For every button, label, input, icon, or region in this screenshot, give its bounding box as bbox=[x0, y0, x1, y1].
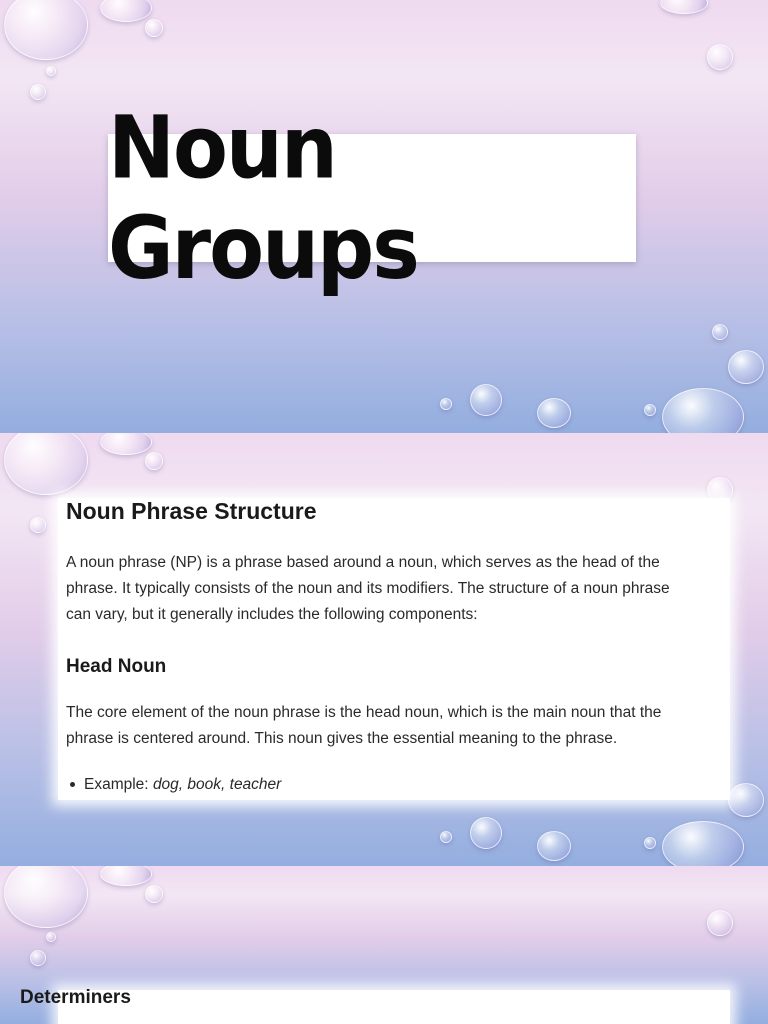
water-drop-decoration bbox=[728, 783, 764, 817]
head-noun-paragraph bbox=[66, 700, 726, 752]
slide-title-text: Noun Groups bbox=[108, 97, 418, 299]
paragraph-line: phrase. It typically consists of the noun and its modifiers. The structure of a noun phrase bbox=[66, 580, 670, 597]
water-drop-decoration bbox=[100, 0, 152, 22]
water-drop-decoration bbox=[46, 932, 56, 942]
subheading-head-noun: Head Noun bbox=[66, 656, 167, 677]
section-heading: Noun Phrase Structure bbox=[66, 498, 317, 524]
water-drop-decoration bbox=[145, 885, 163, 903]
paragraph-line: A noun phrase (NP) is a phrase based around a noun, which serves as the head of the bbox=[66, 554, 660, 571]
paragraph-line: phrase is centered around. This noun gives the essential meaning to the phrase. bbox=[66, 730, 618, 747]
water-drop-decoration bbox=[100, 866, 152, 886]
title-card bbox=[108, 97, 636, 299]
water-drop-decoration bbox=[46, 66, 56, 76]
paragraph-line: The core element of the noun phrase is the head noun, which is the main noun that the bbox=[66, 704, 662, 721]
water-drop-decoration bbox=[145, 452, 163, 470]
water-drop-decoration bbox=[440, 398, 452, 410]
bullet-example: dog, book, teacher bbox=[152, 776, 282, 793]
water-drop-decoration bbox=[707, 44, 733, 70]
water-drop-decoration bbox=[4, 433, 88, 495]
slide-determiners bbox=[0, 866, 768, 1024]
water-drop-decoration bbox=[440, 831, 452, 843]
water-drop-decoration bbox=[644, 837, 656, 849]
water-drop-decoration bbox=[537, 831, 571, 861]
example-bullet bbox=[70, 776, 281, 794]
water-drop-decoration bbox=[30, 517, 46, 533]
water-drop-decoration bbox=[728, 350, 764, 384]
content-card bbox=[58, 990, 730, 1024]
water-drop-decoration bbox=[470, 817, 502, 849]
water-drop-decoration bbox=[644, 404, 656, 416]
water-drop-decoration bbox=[662, 388, 744, 433]
water-drop-decoration bbox=[145, 19, 163, 37]
water-drop-decoration bbox=[4, 0, 88, 60]
bullet-label: Example: bbox=[84, 776, 149, 793]
water-drop-decoration bbox=[707, 910, 733, 936]
water-drop-decoration bbox=[100, 433, 152, 455]
water-drop-decoration bbox=[30, 84, 46, 100]
paragraph-line: can vary, but it generally includes the following components: bbox=[66, 606, 478, 623]
bullet-dot-icon bbox=[70, 782, 75, 787]
water-drop-decoration bbox=[4, 866, 88, 928]
water-drop-decoration bbox=[470, 384, 502, 416]
water-drop-decoration bbox=[662, 821, 744, 866]
content-card bbox=[58, 498, 730, 800]
water-drop-decoration bbox=[712, 324, 728, 340]
intro-paragraph bbox=[66, 550, 726, 628]
slide-noun-phrase-structure bbox=[0, 433, 768, 866]
water-drop-decoration bbox=[660, 0, 708, 14]
water-drop-decoration bbox=[30, 950, 46, 966]
slide-title bbox=[0, 0, 768, 433]
section-heading: Determiners bbox=[20, 987, 131, 1008]
water-drop-decoration bbox=[537, 398, 571, 428]
